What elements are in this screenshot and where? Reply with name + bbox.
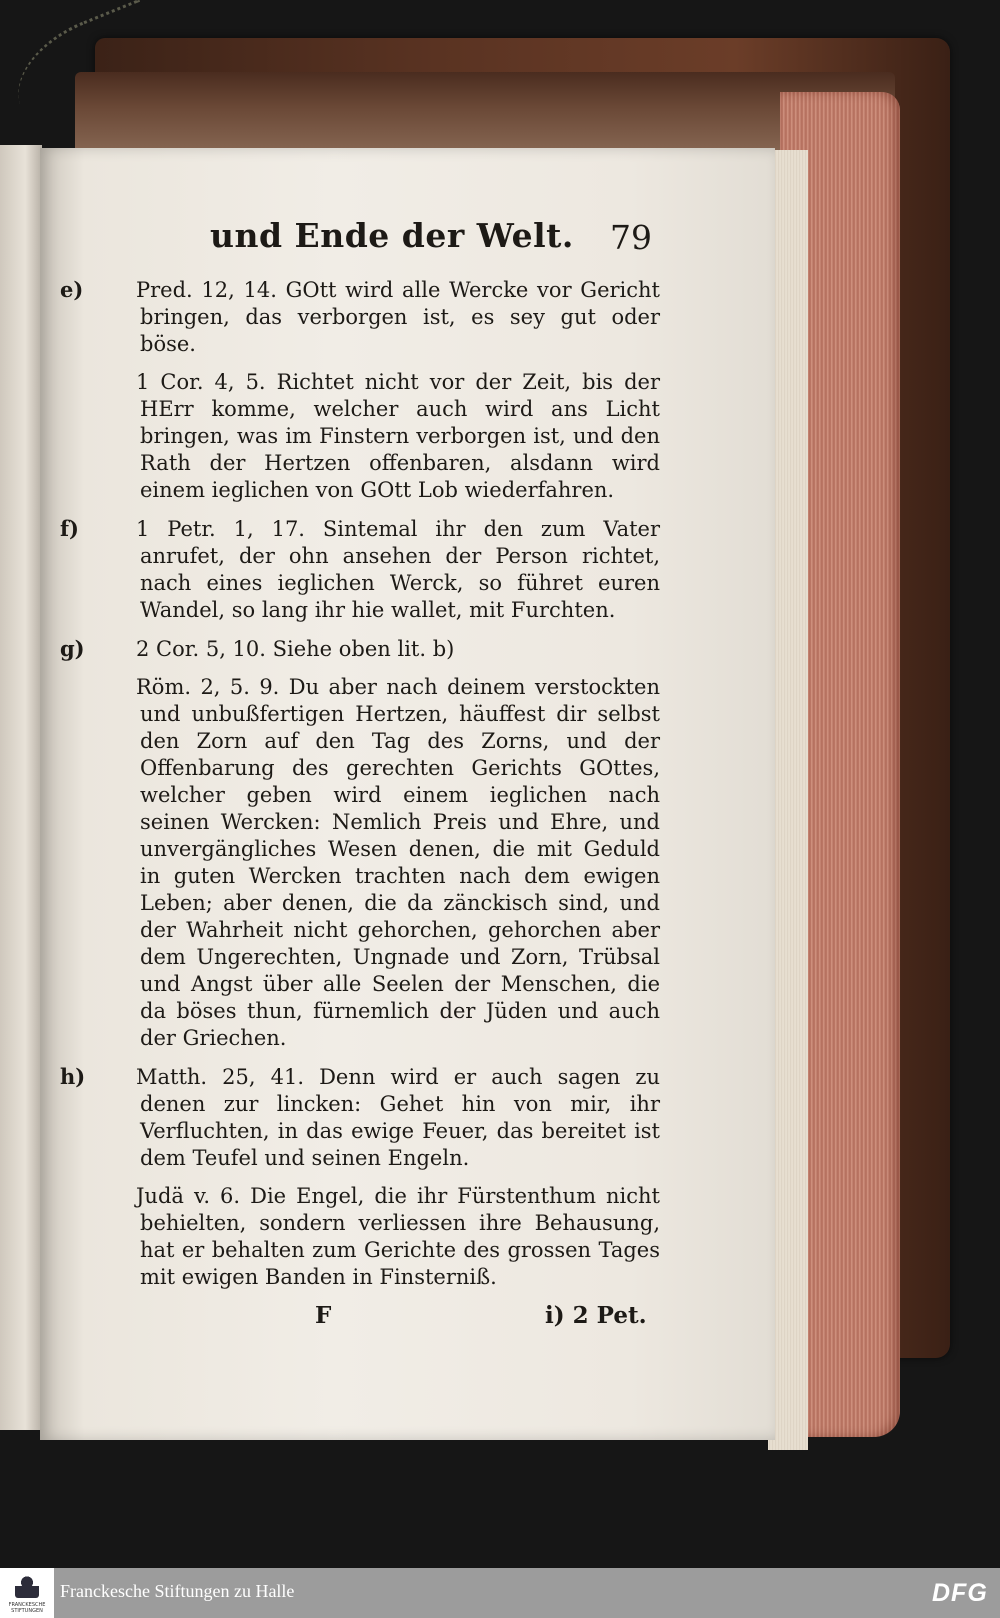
catchword: i) 2 Pet.: [545, 1302, 647, 1329]
footnote-text: 1 Petr. 1, 17. Sintemal ihr den zum Vater anrufet, der ohn ansehen der Person richtet, nach eines ieglichen Werck, so führet euren Wandel, so lang ihr hie wallet, mit Furchten.: [136, 517, 660, 622]
footnote-label: e): [60, 277, 84, 302]
running-title: und Ende der Welt.: [210, 216, 574, 255]
page-foot: [100, 1302, 660, 1334]
footnote-label: h): [60, 1064, 86, 1089]
dfg-logo[interactable]: DFG: [932, 1579, 988, 1607]
page-block-top: [75, 72, 895, 160]
logo-text: FRANCKESCHE STIFTUNGEN: [8, 1602, 46, 1614]
footnote-entry: [60, 1063, 660, 1172]
left-page-edge: [0, 145, 42, 1430]
footnote-text: Röm. 2, 5. 9. Du aber nach deinem verstockten und unbußfertigen Hertzen, häuffest dir selbst den Zorn auf den Tag des Zorns, und der Offenbarung des gerechten Gerichts GOttes, welcher geben wird einem ieglichen nach seinen Wercken: Nemlich Preis und Ehre, und unvergängliches Wesen denen, die mit Geduld in guten Wercken trachten nach dem ewigen Leben; aber denen, die da zänckisch sind, und der Wahrheit nicht gehorchen, gehorchen aber dem Ungerechten, Ungnade und Zorn, Trübsal und Angst über alle Seelen der Menschen, die da böses thun, fürnemlich der Jüden und auch der Griechen.: [136, 675, 660, 1050]
institution-logo[interactable]: [0, 1568, 54, 1618]
credit-bar: [0, 1568, 1000, 1618]
footnote-entry: [60, 635, 660, 663]
footnote-label: g): [60, 636, 85, 661]
signature-mark: F: [315, 1302, 332, 1329]
footnote-entry: [60, 276, 660, 358]
footnote-entry: [100, 674, 660, 1052]
footnote-text: Pred. 12, 14. GOtt wird alle Wercke vor Gericht bringen, das verborgen ist, es sey gut oder böse.: [136, 278, 660, 356]
footnote-text: 2 Cor. 5, 10. Siehe oben lit. b): [136, 637, 455, 661]
footnote-label: f): [60, 516, 79, 541]
footnote-entry: [100, 369, 660, 504]
logo-emblem-icon: [15, 1574, 39, 1598]
institution-name[interactable]: Franckesche Stiftungen zu Halle: [60, 1581, 295, 1601]
footnote-entry: [60, 515, 660, 624]
footnote-entry: [100, 1183, 660, 1291]
page-number: 79: [610, 218, 652, 257]
footnote-text: Judä v. 6. Die Engel, die ihr Fürstenthum nicht behielten, sondern verliessen ihre Behausung, hat er behalten zum Gerichte des grossen Tages mit ewigen Banden in Finsterniß.: [136, 1184, 660, 1289]
running-head: [100, 216, 660, 266]
footnote-text: 1 Cor. 4, 5. Richtet nicht vor der Zeit, bis der HErr komme, welcher auch wird ans Licht bringen, was im Finstern verborgen ist, und den Rath der Hertzen offenbaren, alsdann wird einem ieglichen von GOtt Lob wiederfahren.: [136, 370, 660, 502]
footnote-text: Matth. 25, 41. Denn wird er auch sagen zu denen zur lincken: Gehet hin von mir, ihr Verfluchten, in das ewige Feuer, das bereitet ist dem Teufel und seinen Engeln.: [136, 1065, 660, 1170]
page-text: [60, 216, 660, 1334]
